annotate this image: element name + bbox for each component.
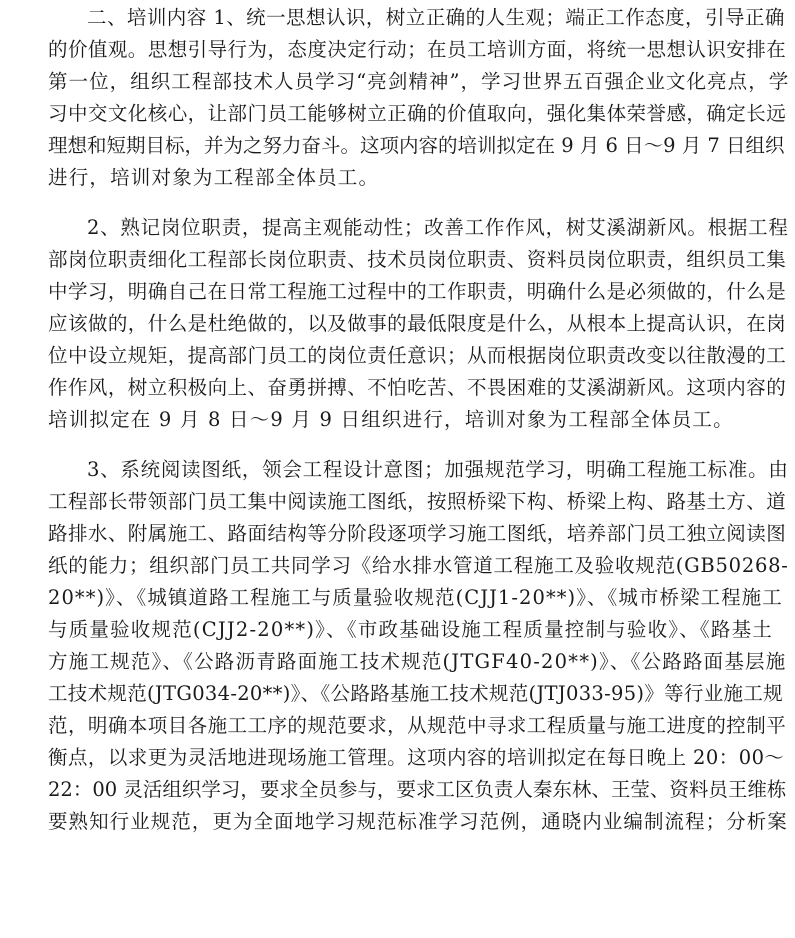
text-line: 衡点，以求更为灵活地进现场施工管理。这项内容的培训拟定在每日晚上 20：00～	[48, 746, 785, 769]
text-line: 22：00 灵活组织学习，要求全员参与，要求工区负责人秦东林、王莹、资料员王维栋	[48, 778, 787, 801]
text-line: 部岗位职责细化工程部长岗位职责、技术员岗位职责、资料员岗位职责，组织员工集	[48, 248, 787, 271]
text-line: 进行，培训对象为工程部全体员工。	[48, 166, 380, 189]
text-line: 工程部长带领部门员工集中阅读施工图纸，按照桥梁下构、桥梁上构、路基土方、道	[48, 490, 787, 513]
text-line: 与质量验收规范(CJJ2-20**)》、《市政基础设施工程质量控制与验收》、《路基土	[48, 618, 773, 641]
text-line: 2、熟记岗位职责，提高主观能动性；改善工作作风，树艾溪湖新风。根据工程	[87, 216, 789, 239]
text-line: 培训拟定在 9 月 8 日～9 月 9 日组织进行，培训对象为工程部全体员工。	[48, 408, 734, 431]
text-line: 工技术规范(JTG034-20**)》、《公路路基施工技术规范(JTJ033-95)》等行业施工规	[48, 682, 783, 705]
text-line: 理想和短期目标，并为之努力奋斗。这项内容的培训拟定在 9 月 6 日～9 月 7 日组织	[48, 134, 785, 157]
text-line: 习中交文化核心，让部门员工能够树立正确的价值取向，强化集体荣誉感，确定长远	[48, 102, 787, 125]
text-line: 作作风，树立积极向上、奋勇拼搏、不怕吃苦、不畏困难的艾溪湖新风。这项内容的	[48, 376, 787, 399]
text-line: 位中设立规矩，提高部门员工的岗位责任意识；从而根据岗位职责改变以往散漫的工	[48, 344, 787, 367]
text-line: 3、系统阅读图纸，领会工程设计意图；加强规范学习，明确工程施工标准。由	[87, 458, 789, 481]
text-line: 要熟知行业规范，更为全面地学习规范标准学习范例，通晓内业编制流程；分析案	[48, 810, 788, 833]
text-line: 应该做的，什么是杜绝做的，以及做事的最低限度是什么，从根本上提高认识，在岗	[48, 312, 787, 335]
text-line: 范，明确本项目各施工工序的规范要求，从规范中寻求工程质量与施工进度的控制平	[48, 714, 787, 737]
text-line: 方施工规范》、《公路沥青路面施工技术规范(JTGF40-20**)》、《公路路面基层施	[48, 650, 787, 673]
text-line: 中学习，明确自己在日常工程施工过程中的工作职责，明确什么是必须做的，什么是	[48, 280, 787, 303]
text-line: 纸的能力；组织部门员工共同学习《给水排水管道工程施工及验收规范(GB50268-	[48, 554, 789, 577]
text-line: 第一位，组织工程部技术人员学习“亮剑精神”，学习世界五百强企业文化亮点，学	[48, 70, 790, 93]
text-line: 的价值观。思想引导行为，态度决定行动；在员工培训方面，将统一思想认识安排在	[48, 38, 787, 61]
text-line: 路排水、附属施工、路面结构等分阶段逐项学习施工图纸，培养部门员工独立阅读图	[48, 522, 787, 545]
text-line: 二、培训内容 1、统一思想认识，树立正确的人生观；端正工作态度，引导正确	[87, 6, 785, 29]
text-line: 20**)》、《城镇道路工程施工与质量验收规范(CJJ1-20**)》、《城市桥梁工程施工	[48, 586, 783, 609]
